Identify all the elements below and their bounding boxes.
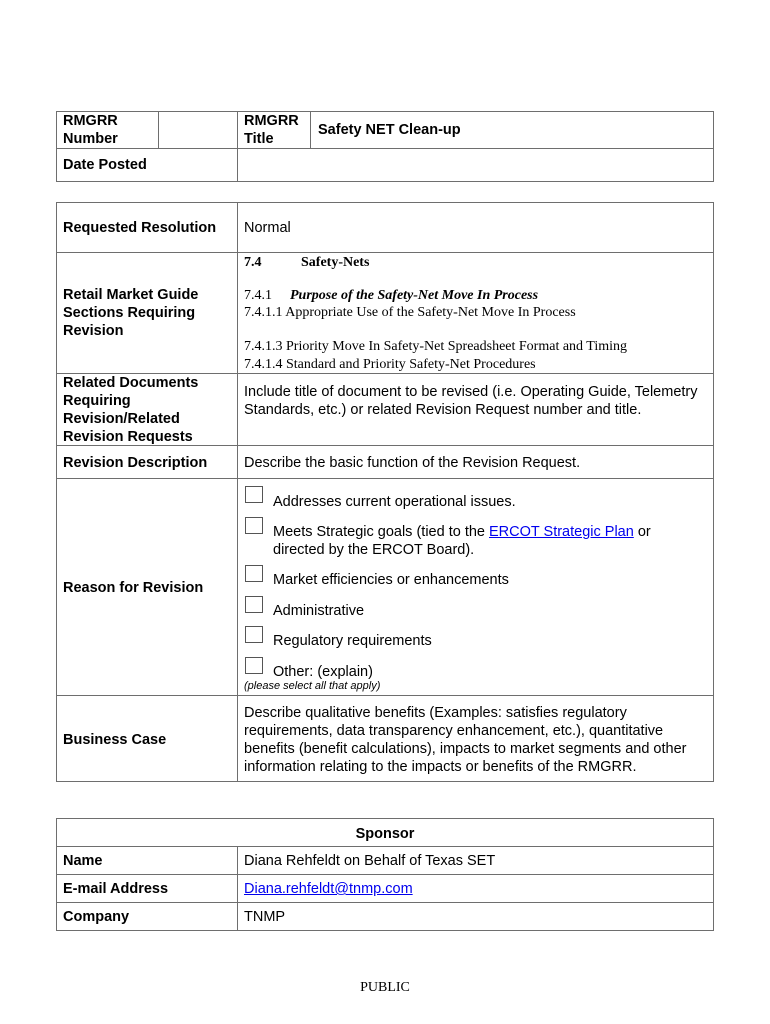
checkbox-other[interactable] (245, 657, 263, 674)
section-7-4-1-1: 7.4.1.1 Appropriate Use of the Safety-Net Move In Process (244, 305, 576, 320)
reason-for-revision-label: Reason for Revision (63, 580, 204, 596)
checkbox-operational-issues[interactable] (245, 486, 263, 503)
reason-strategic-goals: Meets Strategic goals (tied to the ERCOT Strategic Plan or (273, 524, 651, 540)
section-7-4-title: Safety-Nets (301, 255, 370, 270)
checkbox-administrative[interactable] (245, 596, 263, 613)
sponsor-company-value: TNMP (244, 909, 286, 925)
sponsor-email-label: E-mail Address (63, 881, 169, 897)
related-documents-label: Related Documents Requiring Revision/Related Revision Requests (63, 375, 199, 445)
revision-description-value: Describe the basic function of the Revision Request. (244, 455, 581, 471)
sponsor-company-label: Company (63, 909, 130, 925)
reason-administrative: Administrative (273, 603, 365, 619)
requested-resolution-label: Requested Resolution (63, 220, 217, 236)
section-7-4-1-title: Purpose of the Safety-Net Move In Process (290, 288, 539, 303)
checkbox-regulatory[interactable] (245, 626, 263, 643)
checkbox-market-efficiencies[interactable] (245, 565, 263, 582)
sections-label: Retail Market Guide Sections Requiring Revision (63, 287, 199, 339)
ercot-strategic-plan-link[interactable]: ERCOT Strategic Plan (489, 524, 634, 540)
sponsor-name-label: Name (63, 853, 103, 869)
sponsor-email-link[interactable]: Diana.rehfeldt@tnmp.com (244, 881, 413, 897)
business-case-label: Business Case (63, 732, 167, 748)
reason-operational-issues: Addresses current operational issues. (273, 494, 516, 510)
rmgrr-number-label: RMGRR Number (63, 113, 118, 147)
revision-description-label: Revision Description (63, 455, 208, 471)
reason-other: Other: (explain) (273, 664, 373, 680)
footer-classification: PUBLIC (360, 980, 410, 995)
requested-resolution-value: Normal (244, 220, 291, 236)
rmgrr-title-value: Safety NET Clean-up (318, 122, 461, 138)
select-all-note: (please select all that apply) (244, 680, 381, 692)
reason-strategic-goals-line2: directed by the ERCOT Board). (273, 542, 475, 558)
reason-regulatory: Regulatory requirements (273, 633, 432, 649)
rmgrr-title-label: RMGRR Title (244, 113, 299, 147)
sponsor-name-value: Diana Rehfeldt on Behalf of Texas SET (244, 853, 496, 869)
checkbox-strategic-goals[interactable] (245, 517, 263, 534)
date-posted-label: Date Posted (63, 157, 147, 173)
sponsor-heading: Sponsor (355, 826, 415, 842)
reason-market-efficiencies: Market efficiencies or enhancements (273, 572, 509, 588)
section-7-4-1-4: 7.4.1.4 Standard and Priority Safety-Net Procedures (244, 357, 536, 372)
business-case-value: Describe qualitative benefits (Examples: satisfies regulatory requirements, data transparency enhancement, etc.), quantitative benefits (benefit calculations), impacts to market segments and other information relating to the impacts or benefits of the RMGRR. (244, 705, 687, 775)
section-7-4-1-3: 7.4.1.3 Priority Move In Safety-Net Spreadsheet Format and Timing (244, 339, 628, 354)
section-7-4-1-number: 7.4.1 (244, 288, 272, 303)
section-7-4-number: 7.4 (244, 255, 262, 270)
related-documents-value: Include title of document to be revised (i.e. Operating Guide, Telemetry Standards, etc.) or related Revision Request number and title. (244, 384, 698, 418)
